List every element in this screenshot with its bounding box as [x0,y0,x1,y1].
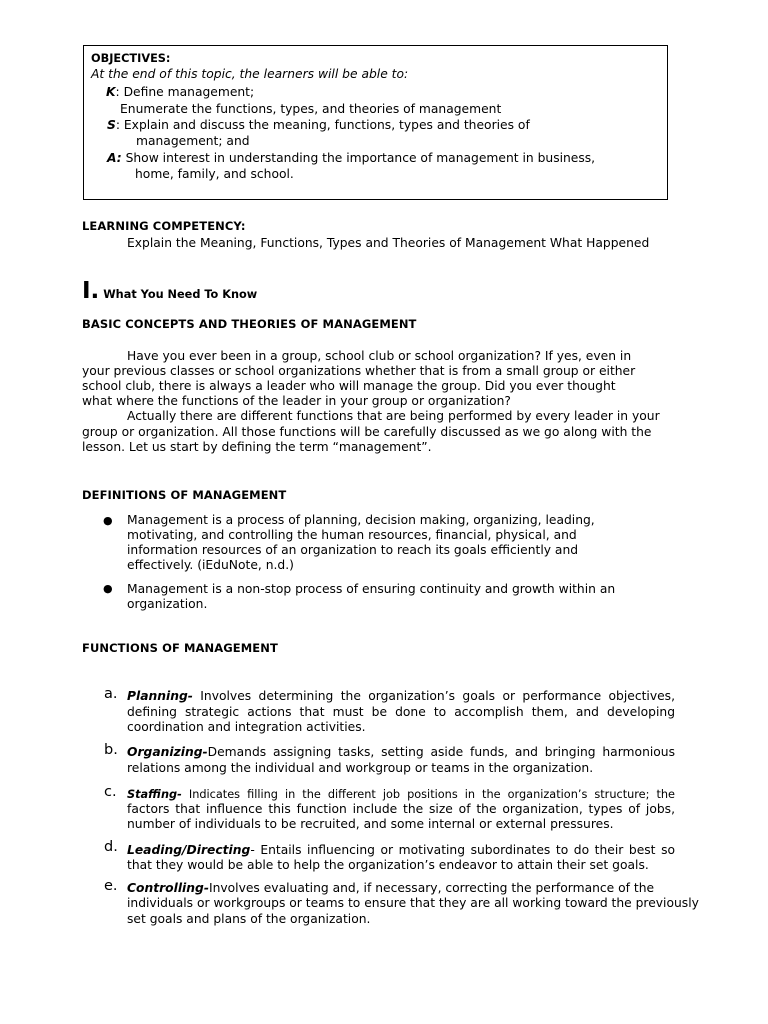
basic-p2-line1: Actually there are different functions that are being performed by every leader in your [127,409,660,423]
basic-p1-line2: your previous classes or school organizations whether that is from a small group or either [82,364,636,378]
function-a-term: Planning- [127,689,193,703]
function-d-term: Leading/Directing [127,843,251,857]
competency-title: LEARNING COMPETENCY: [82,219,246,233]
section-heading [82,279,257,307]
function-e-line2: individuals or workgroups or teams to ensure that they are all working toward the previously [127,896,699,910]
objective-a-text: Show interest in understanding the importance of management in business, [121,151,596,165]
function-c-term: Staffing- [127,788,182,801]
competency-text: Explain the Meaning, Functions, Types and Theories of Management What Happened [127,236,650,250]
function-e-text: Involves evaluating and, if necessary, correcting the performance of the [208,881,655,895]
objective-a-label: A: [107,151,122,165]
definition-1-line2: motivating, and controlling the human resources, financial, physical, and [127,528,577,542]
function-b-line2: relations among the individual and workgroup or teams in the organization. [127,761,594,775]
objectives-intro: At the end of this topic, the learners will be able to: [91,67,409,81]
function-b-letter: b. [104,742,118,758]
function-e-line3: set goals and plans of the organization. [127,912,371,926]
basic-p1-line3: school club, there is always a leader who will manage the group. Did you ever thought [82,379,616,393]
objective-s-text-2: management; and [136,134,250,148]
definition-2-line1: Management is a non-stop process of ensuring continuity and growth within an [127,582,616,596]
function-b-line1 [127,745,675,760]
definition-1-line1: Management is a process of planning, decision making, organizing, leading, [127,513,595,527]
basic-p1-line1: Have you ever been in a group, school club or school organization? If yes, even in [127,349,632,363]
basic-p2-line3: lesson. Let us start by defining the term “management”. [82,440,432,454]
section-numeral: I. [82,278,100,304]
bullet-icon: ● [103,582,113,595]
function-d-line1 [127,843,675,858]
section-title: What You Need To Know [103,288,258,301]
definition-1-line4: effectively. (iEduNote, n.d.) [127,558,294,572]
function-a-letter: a. [104,686,118,702]
function-c-line1 [127,787,675,802]
objective-k [106,85,254,100]
objective-s [107,118,530,133]
function-d-line2: that they would be able to help the organization’s endeavor to attain their set goals. [127,858,649,872]
objectives-title: OBJECTIVES: [91,52,171,65]
definition-1-line3: information resources of an organization to reach its goals efficiently and [127,543,579,557]
objective-s-label: S [107,118,116,132]
definitions-title: DEFINITIONS OF MANAGEMENT [82,488,287,502]
function-c-text: Indicates filling in the different job positions in the organization’s structure; the [181,788,675,801]
objective-k-text-2: Enumerate the functions, types, and theories of management [120,102,502,116]
function-b-text: Demands assigning tasks, setting aside funds, and bringing harmonious [207,745,675,759]
bullet-icon: ● [103,514,113,527]
function-e-line1 [127,881,654,896]
function-e-letter: e. [104,878,118,894]
basic-concepts-title: BASIC CONCEPTS AND THEORIES OF MANAGEMENT [82,317,417,331]
function-a-line1 [127,689,675,704]
function-d-text: - Entails influencing or motivating subordinates to do their best so [250,843,675,857]
function-c-letter: c. [104,784,117,800]
definition-2-line2: organization. [127,597,208,611]
functions-title: FUNCTIONS OF MANAGEMENT [82,641,278,655]
objective-k-text: : Define management; [115,85,255,99]
basic-p2-line2: group or organization. All those functions will be carefully discussed as we go along with the [82,425,652,439]
function-c-line2: factors that influence this function include the size of the organization, types of jobs, [127,802,675,816]
basic-p1-line4: what where the functions of the leader in your group or organization? [82,394,511,408]
objective-s-text: : Explain and discuss the meaning, functions, types and theories of [115,118,530,132]
function-e-term: Controlling- [127,881,209,895]
function-a-line2: defining strategic actions that must be done to accomplish them, and developing [127,705,675,719]
function-d-letter: d. [104,839,118,855]
function-a-line3: coordination and integration activities. [127,720,366,734]
objective-a [107,151,595,166]
function-b-term: Organizing- [127,745,208,759]
function-c-line3: number of individuals to be recruited, and some internal or external pressures. [127,817,614,831]
function-a-text: Involves determining the organization’s goals or performance objectives, [192,689,675,703]
objective-k-label: K [106,85,116,99]
objective-a-text-2: home, family, and school. [135,167,294,181]
